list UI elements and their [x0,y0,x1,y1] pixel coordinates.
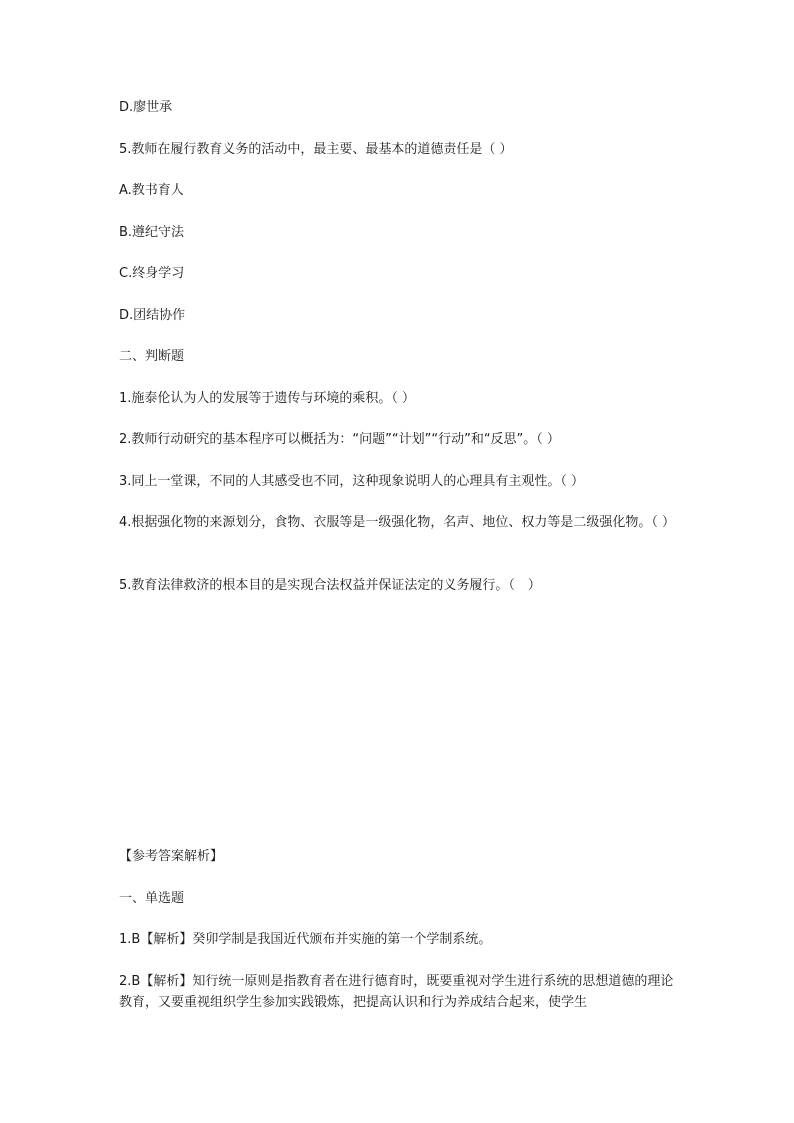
question-5-stem: 5.教师在履行教育义务的活动中，最主要、最基本的道德责任是（ ） [119,142,513,157]
answer-2: 2.B【解析】知行统一原则是指教育者在进行德育时，既要重视对学生进行系统的思想道德的理论教育，又要重视组织学生参加实践锻炼，把提高认识和行为养成结合起来，使学生 [119,974,674,1010]
section-heading-true-false: 二、判断题 [119,349,185,364]
tf-item-3: 3.同上一堂课，不同的人其感受也不同，这种现象说明人的心理具有主观性。（ ） [119,474,585,489]
answer-1: 1.B【解析】癸卯学制是我国近代颁布并实施的第一个学制系统。 [119,932,492,947]
answers-section1-heading: 一、单选题 [119,891,185,906]
tf-item-5: 5.教育法律救济的根本目的是实现合法权益并保证法定的义务履行。（ ） [119,578,541,593]
tf-item-1: 1.施泰伦认为人的发展等于遗传与环境的乘积。（ ） [119,391,416,406]
answers-heading: 【参考答案解析】 [119,849,224,864]
tf-item-4: 4.根据强化物的来源划分，食物、衣服等是一级强化物，名声、地位、权力等是二级强化物。（ ） [119,515,676,530]
option-d-q5: D.团结协作 [119,308,186,323]
option-a-q5: A.教书育人 [119,183,184,198]
tf-item-2: 2.教师行动研究的基本程序可以概括为：“问题”“计划”“行动”和“反思”。（ ） [119,432,560,447]
option-c-q5: C.终身学习 [119,266,185,281]
option-b-q5: B.遵纪守法 [119,225,185,240]
option-d-q4: D.廖世承 [119,100,173,115]
